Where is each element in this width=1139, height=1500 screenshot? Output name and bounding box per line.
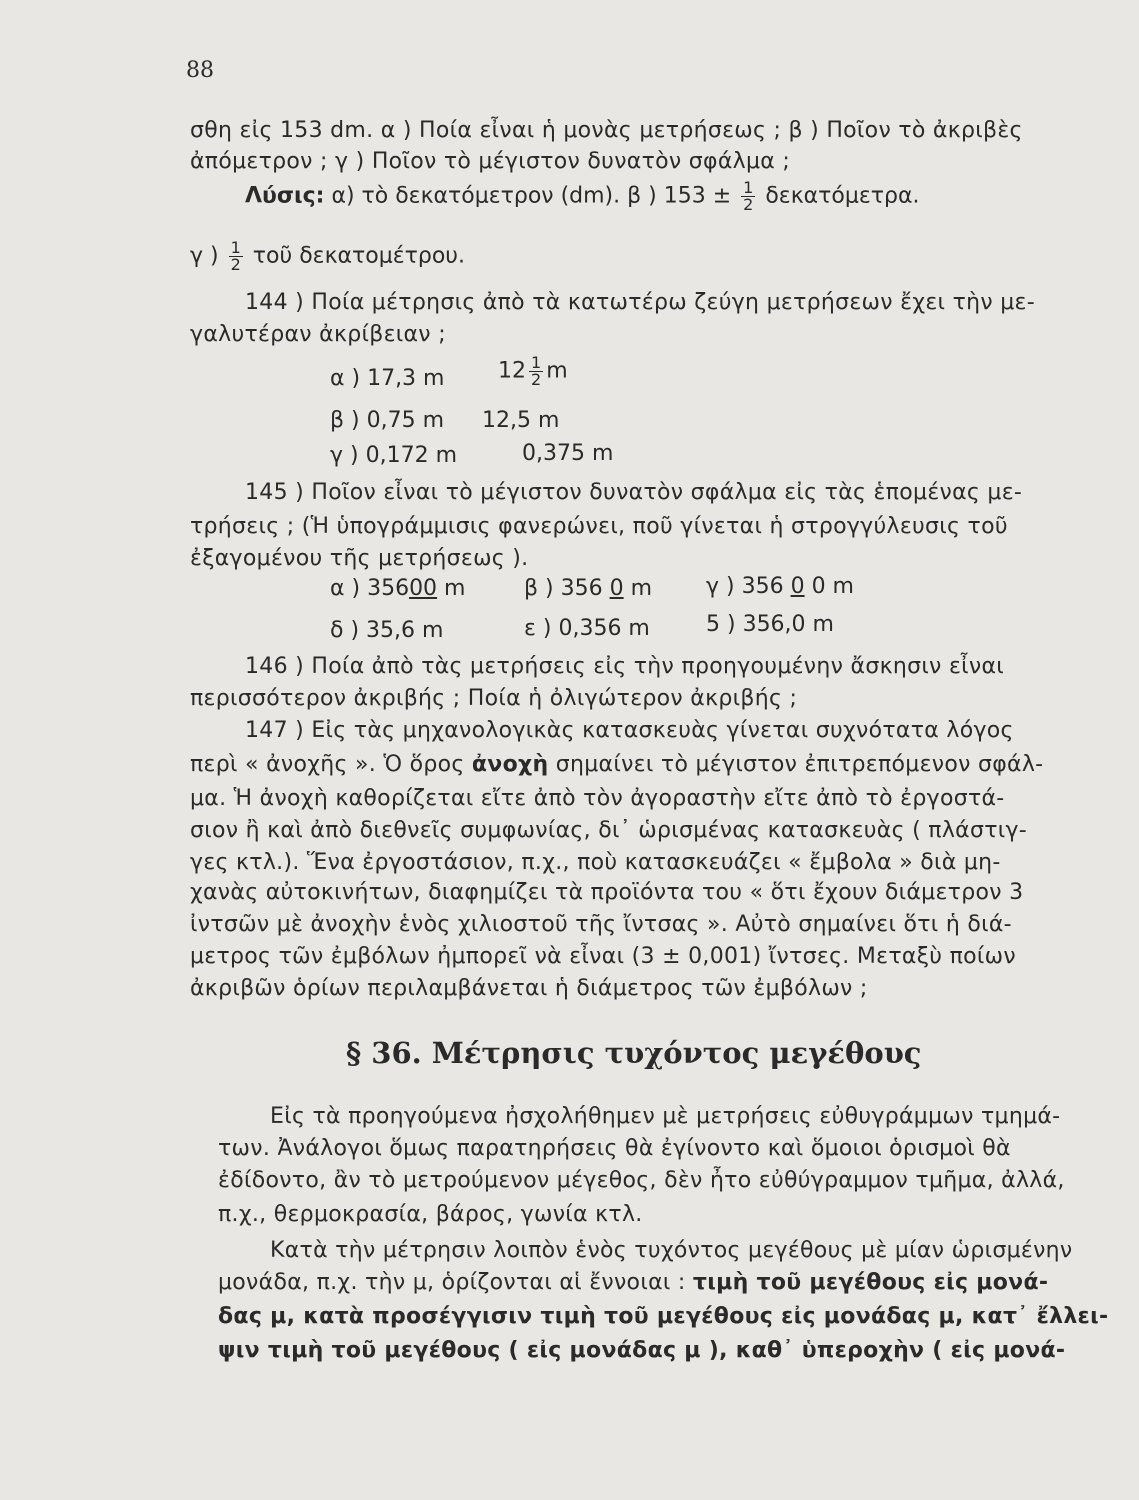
fraction-numerator: 1 — [531, 353, 542, 372]
exercise-147-line-9: ἀκριβῶν ὁρίων περιλαμβάνεται ἡ διάμετρος τῶν ἐμβόλων ; — [190, 976, 868, 1001]
exercise-147-line-4: σιον ἢ καὶ ἀπὸ διεθνεῖς συμφωνίας, δι᾽ ὡρισμένας κατασκευὰς ( πλάστιγ- — [190, 818, 1028, 843]
beta-145-a: β ) 356 — [524, 576, 610, 601]
fraction-numerator: 1 — [743, 178, 754, 197]
exercise-147-line-8: μετρος τῶν ἐμβόλων ἠμπορεῖ νὰ εἶναι (3 ± 0,001) ἴντσες. Μεταξὺ ποίων — [190, 944, 1016, 969]
exercise-147-line-7: ἰντσῶν μὲ ἀνοχὴν ἑνὸς χιλιοστοῦ τῆς ἴντσας ». Αὐτὸ σημαίνει ὅτι ἡ διά- — [190, 912, 1012, 937]
option-alpha-144: α ) 17,3 m — [330, 366, 445, 391]
option-gamma-144: γ ) 0,172 m — [330, 443, 457, 468]
exercise-144-line-2: γαλυτέραν ἀκρίβειαν ; — [190, 322, 446, 347]
definition-term-1: τιμὴ τοῦ μεγέθους εἰς μονά- — [692, 1270, 1049, 1295]
exercise-145-line-3: ἐξαγομένου τῆς μετρήσεως ). — [190, 546, 529, 571]
l18-a: περὶ « ἀνοχῆς ». Ὁ ὅρος — [190, 752, 472, 777]
section-text-line-5: Κατὰ τὴν μέτρησιν λοιπὸν ἑνὸς τυχόντος μεγέθους μὲ μίαν ὡρισμένην — [270, 1238, 1073, 1263]
gamma-145-c: 0 m — [804, 574, 854, 599]
fraction-denominator: 2 — [230, 255, 241, 274]
term-anochi: ἀνοχὴ — [471, 752, 549, 777]
fraction-denominator: 2 — [743, 195, 754, 214]
option-gamma-145 — [706, 574, 854, 600]
section-heading: § 36. Μέτρησις τυχόντος μεγέθους — [346, 1036, 922, 1070]
alpha-145-a: α ) 356 — [330, 576, 410, 601]
solution-label: Λύσις: — [245, 183, 325, 209]
alpha-145-underlined: 00 — [409, 576, 438, 601]
section-text-line-2: των. Ἀνάλογοι ὅμως παρατηρήσεις θὰ ἐγίνοντο καὶ ὅμοιοι ὁρισμοὶ θὰ — [218, 1136, 1011, 1161]
exercise-147-line-3: μα. Ἡ ἀνοχὴ καθορίζεται εἴτε ἀπὸ τὸν ἀγοραστὴν εἴτε ἀπὸ τὸ ἐργοστά- — [190, 786, 1005, 811]
option-beta-145 — [524, 576, 652, 602]
beta-145-c: m — [623, 576, 653, 601]
gamma-label: γ ) — [190, 243, 219, 269]
option-epsilon-145: ε ) 0,356 m — [524, 616, 650, 641]
section-text-line-1: Εἰς τὰ προηγούμενα ἠσχολήθημεν μὲ μετρήσεις εὐθυγράμμων τμημά- — [270, 1104, 1061, 1129]
gamma-text: τοῦ δεκατομέτρου. — [252, 243, 466, 269]
l18-c: σημαίνει τὸ μέγιστον ἐπιτρεπόμενον σφάλ- — [548, 752, 1044, 777]
solution-line — [245, 180, 919, 213]
mixed-number-whole: 12 — [498, 358, 526, 384]
section-text-line-6 — [218, 1270, 1048, 1296]
section-text-line-7: δας μ, κατὰ προσέγγισιν τιμὴ τοῦ μεγέθους εἰς μονάδας μ, κατ᾽ ἔλλει- — [218, 1304, 1109, 1329]
option-alpha-145 — [330, 576, 466, 602]
option-beta-144-b: 12,5 m — [482, 408, 560, 433]
exercise-147-line-6: χανὰς αὐτοκινήτων, διαφημίζει τὰ προϊόντα του « ὅτι ἔχουν διάμετρον 3 — [190, 880, 1024, 905]
exercise-145-line-1: 145 ) Ποῖον εἶναι τὸ μέγιστον δυνατὸν σφάλμα εἰς τὰς ἑπομένας με- — [245, 480, 1023, 505]
exercise-147-line-1: 147 ) Εἰς τὰς μηχανολογικὰς κατασκευὰς γίνεται συχνότατα λόγος — [245, 718, 1014, 743]
fraction-half — [741, 180, 755, 213]
section-text-line-4: π.χ., θερμοκρασία, βάρος, γωνία κτλ. — [218, 1202, 643, 1227]
fraction-numerator: 1 — [230, 238, 241, 257]
gamma-145-underlined: 0 — [790, 574, 805, 599]
fraction-half — [529, 355, 543, 388]
option-beta-144: β ) 0,75 m — [330, 408, 445, 433]
exercise-144-line-1: 144 ) Ποία μέτρησις ἀπὸ τὰ κατωτέρω ζεύγη μετρήσεων ἔχει τὴν με- — [245, 290, 1035, 315]
unit-m: m — [546, 358, 568, 384]
option-delta-145: δ ) 35,6 m — [330, 618, 444, 643]
text-line-1: σθη εἰς 153 dm. α ) Ποία εἶναι ἡ μονὰς μετρήσεως ; β ) Ποῖον τὸ ἀκριβὲς — [190, 118, 1023, 143]
l31-a: μονάδα, π.χ. τὴν μ, ὁρίζονται αἱ ἔννοιαι : — [218, 1270, 693, 1295]
fraction-half — [229, 240, 243, 273]
solution-gamma-line — [190, 240, 465, 273]
alpha-145-c: m — [437, 576, 466, 601]
option-alpha-144-b — [498, 355, 568, 388]
beta-145-underlined: 0 — [609, 576, 624, 601]
solution-text-b: δεκατόμετρα. — [765, 183, 920, 209]
exercise-147-line-2 — [190, 752, 1043, 778]
page-number: 88 — [186, 58, 214, 83]
section-text-line-8: ψιν τιμὴ τοῦ μεγέθους ( εἰς μονάδας μ ), καθ᾽ ὑπεροχὴν ( εἰς μονά- — [218, 1338, 1066, 1363]
exercise-146-line-2: περισσότερον ἀκριβής ; Ποία ἡ ὀλιγώτερον ἀκριβής ; — [190, 686, 798, 711]
solution-text-a: α) τὸ δεκατόμετρον (dm). β ) 153 ± — [331, 183, 732, 209]
gamma-145-a: γ ) 356 — [706, 574, 791, 599]
section-text-line-3: ἐδίδοντο, ἂν τὸ μετρούμενον μέγεθος, δὲν ἦτο εὐθύγραμμον τμῆμα, ἀλλά, — [218, 1168, 1065, 1193]
exercise-147-line-5: γες κτλ.). Ἕνα ἐργοστάσιον, π.χ., ποὺ κατασκευάζει « ἔμβολα » διὰ μη- — [190, 850, 1001, 875]
exercise-146-line-1: 146 ) Ποία ἀπὸ τὰς μετρήσεις εἰς τὴν προηγουμένην ἄσκησιν εἶναι — [245, 654, 1005, 679]
fraction-denominator: 2 — [531, 370, 542, 389]
exercise-145-line-2: τρήσεις ; (Ἡ ὑπογράμμισις φανερώνει, ποῦ γίνεται ἡ στρογγύλευσις τοῦ — [190, 514, 1008, 539]
text-line-2: ἀπόμετρον ; γ ) Ποῖον τὸ μέγιστον δυνατὸν σφάλμα ; — [190, 149, 791, 174]
option-stigma-145: 5 ) 356,0 m — [706, 612, 834, 637]
option-gamma-144-b: 0,375 m — [522, 441, 614, 466]
